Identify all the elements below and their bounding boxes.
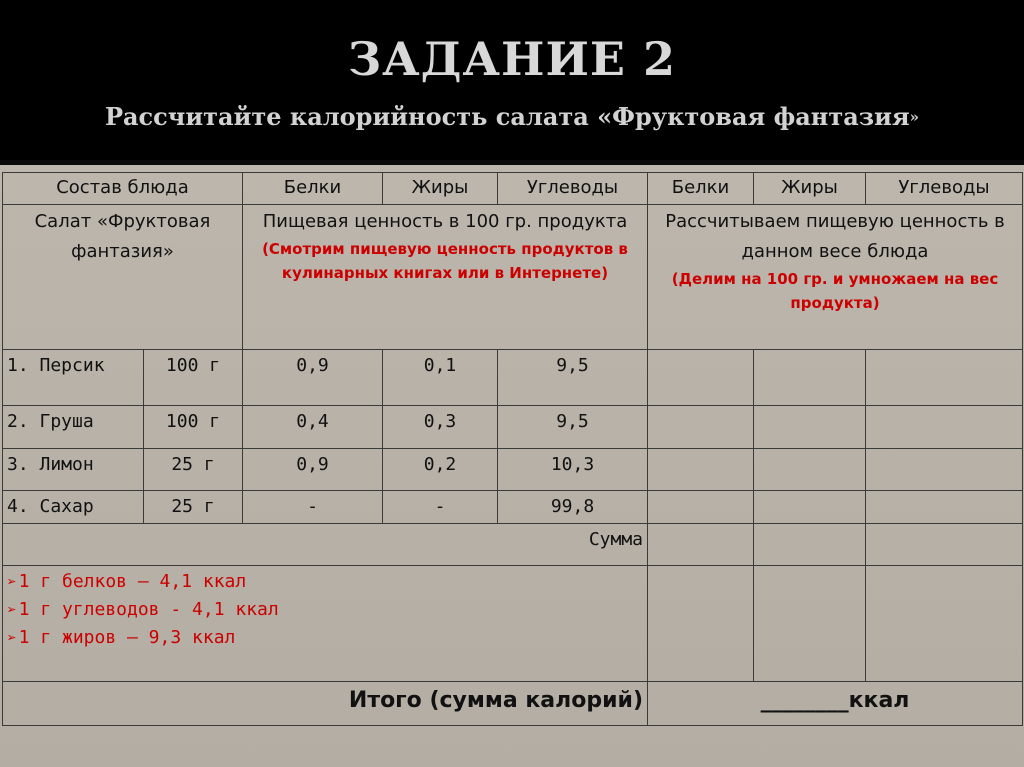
fat-calc-input[interactable]: [754, 491, 866, 524]
protein-value: 0,4: [243, 406, 383, 449]
header-protein-100: Белки: [243, 173, 383, 205]
total-row: [3, 682, 1023, 726]
fat-calc-input[interactable]: [754, 406, 866, 449]
protein-value: 0,9: [243, 449, 383, 491]
nutrition-label: Пищевая ценность в 100 гр. продукта: [262, 211, 628, 232]
calc-note: (Делим на 100 гр. и умножаем на вес продукта): [671, 270, 999, 312]
nutrition-note: (Смотрим пищевую ценность продуктов в кулинарных книгах или в Интернете): [262, 240, 628, 282]
calorie-facts: [3, 566, 648, 682]
ingredient-name: 2. Груша: [3, 406, 144, 449]
kcal-protein-input[interactable]: [648, 566, 754, 682]
carbs-calc-input[interactable]: [866, 406, 1023, 449]
protein-calc-input[interactable]: [648, 491, 754, 524]
ingredient-name: 3. Лимон: [3, 449, 144, 491]
calc-label: Рассчитываем пищевую ценность в данном весе блюда: [665, 211, 1005, 262]
description-row: [3, 205, 1023, 350]
total-blank: ________: [760, 688, 849, 713]
kcal-fat-input[interactable]: [754, 566, 866, 682]
subtitle-text: Рассчитайте калорийность салата «Фруктовая фантазия: [104, 102, 910, 131]
total-label: Итого (сумма калорий): [3, 682, 648, 726]
facts-row: [3, 566, 1023, 682]
sum-row: [3, 524, 1023, 566]
header-composition: Состав блюда: [3, 173, 243, 205]
ingredient-weight: 100 г: [144, 406, 243, 449]
dish-name: Салат «Фруктовая фантазия»: [34, 211, 211, 262]
fat-value: -: [383, 491, 498, 524]
arrow-bullet-icon: ➢: [7, 572, 17, 591]
carbs-value: 99,8: [498, 491, 648, 524]
carbs-calc-input[interactable]: [866, 491, 1023, 524]
fat-value: 0,3: [383, 406, 498, 449]
header-carbs-calc: Углеводы: [866, 173, 1023, 205]
fat-value: 0,2: [383, 449, 498, 491]
subtitle-close-quote: »: [909, 108, 920, 126]
fat-calc-input[interactable]: [754, 350, 866, 406]
sum-fat-input[interactable]: [754, 524, 866, 566]
arrow-bullet-icon: ➢: [7, 600, 17, 619]
kcal-carbs-input[interactable]: [866, 566, 1023, 682]
fact-item: [7, 596, 643, 624]
protein-calc-input[interactable]: [648, 406, 754, 449]
protein-value: -: [243, 491, 383, 524]
header-row: [3, 173, 1023, 205]
fact-item: [7, 624, 643, 652]
ingredient-weight: 25 г: [144, 449, 243, 491]
fat-value: 0,1: [383, 350, 498, 406]
ingredient-name: 1. Персик: [3, 350, 144, 406]
slide-header: [0, 0, 1024, 160]
table-row: [3, 449, 1023, 491]
arrow-bullet-icon: ➢: [7, 628, 17, 647]
fact-text: 1 г жиров — 9,3 ккал: [18, 627, 236, 648]
table-row: [3, 406, 1023, 449]
table-row: [3, 350, 1023, 406]
slide-title: ЗАДАНИЕ 2: [347, 32, 676, 86]
total-unit: ккал: [848, 688, 910, 713]
ingredient-weight: 25 г: [144, 491, 243, 524]
nutrition-table: [2, 172, 1023, 726]
carbs-value: 9,5: [498, 350, 648, 406]
header-fat-calc: Жиры: [754, 173, 866, 205]
header-protein-calc: Белки: [648, 173, 754, 205]
header-carbs-100: Углеводы: [498, 173, 648, 205]
carbs-value: 9,5: [498, 406, 648, 449]
fat-calc-input[interactable]: [754, 449, 866, 491]
sum-protein-input[interactable]: [648, 524, 754, 566]
sum-label: Сумма: [3, 524, 648, 566]
slide-subtitle: [0, 102, 1024, 131]
carbs-calc-input[interactable]: [866, 350, 1023, 406]
ingredient-weight: 100 г: [144, 350, 243, 406]
fact-item: [7, 568, 643, 596]
total-value-cell[interactable]: [648, 682, 1023, 726]
ingredient-name: 4. Сахар: [3, 491, 144, 524]
table-row: [3, 491, 1023, 524]
sum-carbs-input[interactable]: [866, 524, 1023, 566]
fact-text: 1 г белков — 4,1 ккал: [18, 571, 247, 592]
protein-calc-input[interactable]: [648, 449, 754, 491]
header-fat-100: Жиры: [383, 173, 498, 205]
protein-calc-input[interactable]: [648, 350, 754, 406]
calc-cell: [648, 205, 1023, 350]
carbs-calc-input[interactable]: [866, 449, 1023, 491]
fact-text: 1 г углеводов - 4,1 ккал: [18, 599, 279, 620]
dish-name-cell: [3, 205, 243, 350]
protein-value: 0,9: [243, 350, 383, 406]
nutrition-100-cell: [243, 205, 648, 350]
carbs-value: 10,3: [498, 449, 648, 491]
